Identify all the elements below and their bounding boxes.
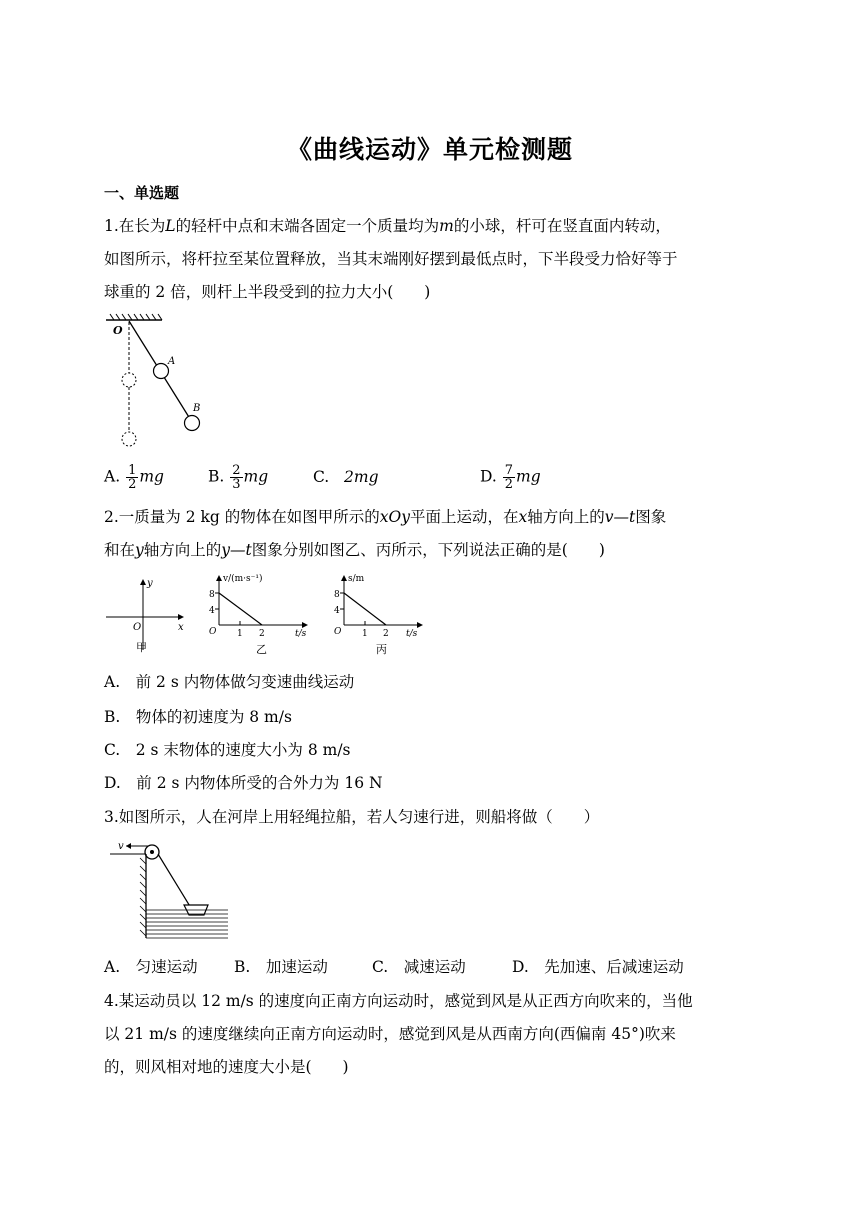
- yi-origin: O: [209, 627, 217, 637]
- q2-option-b: B. 物体的初速度为 8 m/s: [104, 708, 292, 726]
- q1-option-b: B. $\frac{2}{3}$ mg: [208, 463, 269, 492]
- yi-tick-1: 1: [237, 629, 243, 639]
- yi-x-axis-label: t/s: [295, 629, 307, 639]
- bing-origin: O: [334, 627, 342, 637]
- label-a: A: [168, 356, 176, 367]
- q3-option-b: B. 加速运动: [234, 958, 328, 976]
- bing-tick-4: 4: [334, 606, 340, 616]
- q1-option-c: C. 2mg: [313, 468, 379, 486]
- velocity-label: v: [118, 841, 124, 852]
- yi-tick-4: 4: [209, 606, 215, 616]
- q4-line1: 4.某运动员以 12 m/s 的速度向正南方向运动时，感觉到风是从正西方向吹来的，当他: [104, 992, 693, 1010]
- q1-pendulum-figure: [100, 312, 210, 452]
- jia-y-label: y: [147, 578, 153, 589]
- yi-caption: 乙: [256, 643, 267, 656]
- yi-tick-8: 8: [209, 590, 215, 600]
- q3-option-d: D. 先加速、后减速运动: [512, 958, 684, 976]
- label-b: B: [193, 403, 201, 414]
- section-heading: 一、单选题: [104, 184, 180, 202]
- jia-caption: 甲: [136, 641, 147, 654]
- q1-option-a: A. $\frac{1}{2}$ mg: [104, 463, 164, 492]
- q4-line2: 以 21 m/s 的速度继续向正南方向运动时，感觉到风是从西南方向(西偏南 45°)吹来: [104, 1025, 676, 1043]
- q1-line2: 如图所示，将杆拉至某位置释放，当其末端刚好摆到最低点时，下半段受力恰好等于: [104, 250, 678, 268]
- bing-x-axis-label: t/s: [406, 629, 418, 639]
- yi-y-axis-label: v/(m·s⁻¹): [223, 574, 263, 584]
- q2-figure-jia: [100, 572, 195, 657]
- q3-boat-figure: [104, 838, 234, 944]
- q4-line3: 的，则风相对地的速度大小是( ): [104, 1058, 349, 1076]
- label-o: O: [113, 324, 123, 337]
- q2-line2: 和在y轴方向上的y—t图象分别如图乙、丙所示，下列说法正确的是( ): [104, 541, 605, 559]
- q2-option-a: A. 前 2 s 内物体做匀变速曲线运动: [104, 673, 355, 691]
- page-title: 《曲线运动》单元检测题: [286, 135, 573, 164]
- q3-option-a: A. 匀速运动: [104, 958, 198, 976]
- q2-figure-yi: [205, 572, 320, 662]
- q2-option-d: D. 前 2 s 内物体所受的合外力为 16 N: [104, 774, 383, 792]
- jia-x-label: x: [178, 622, 184, 633]
- q1-line1: 1.在长为L的轻杆中点和末端各固定一个质量均为m的小球，杆可在竖直面内转动，: [104, 217, 671, 235]
- q2-option-c: C. 2 s 末物体的速度大小为 8 m/s: [104, 741, 351, 759]
- bing-caption: 丙: [376, 643, 387, 656]
- bing-y-axis-label: s/m: [348, 574, 365, 584]
- q1-option-d: D. $\frac{7}{2}$ mg: [480, 463, 541, 492]
- bing-tick-8: 8: [334, 590, 340, 600]
- q1-line3: 球重的 2 倍，则杆上半段受到的拉力大小( ): [104, 283, 431, 301]
- q3-stem: 3.如图所示，人在河岸上用轻绳拉船，若人匀速行进，则船将做（ ）: [104, 808, 600, 826]
- bing-tick-2: 2: [383, 629, 389, 639]
- jia-origin-label: O: [133, 622, 142, 633]
- q3-option-c: C. 减速运动: [372, 958, 466, 976]
- q2-line1: 2.一质量为 2 kg 的物体在如图甲所示的xOy平面上运动，在x轴方向上的v—t图象: [104, 508, 667, 526]
- q2-figure-bing: [330, 572, 435, 662]
- yi-tick-2: 2: [259, 629, 265, 639]
- bing-tick-1: 1: [362, 629, 368, 639]
